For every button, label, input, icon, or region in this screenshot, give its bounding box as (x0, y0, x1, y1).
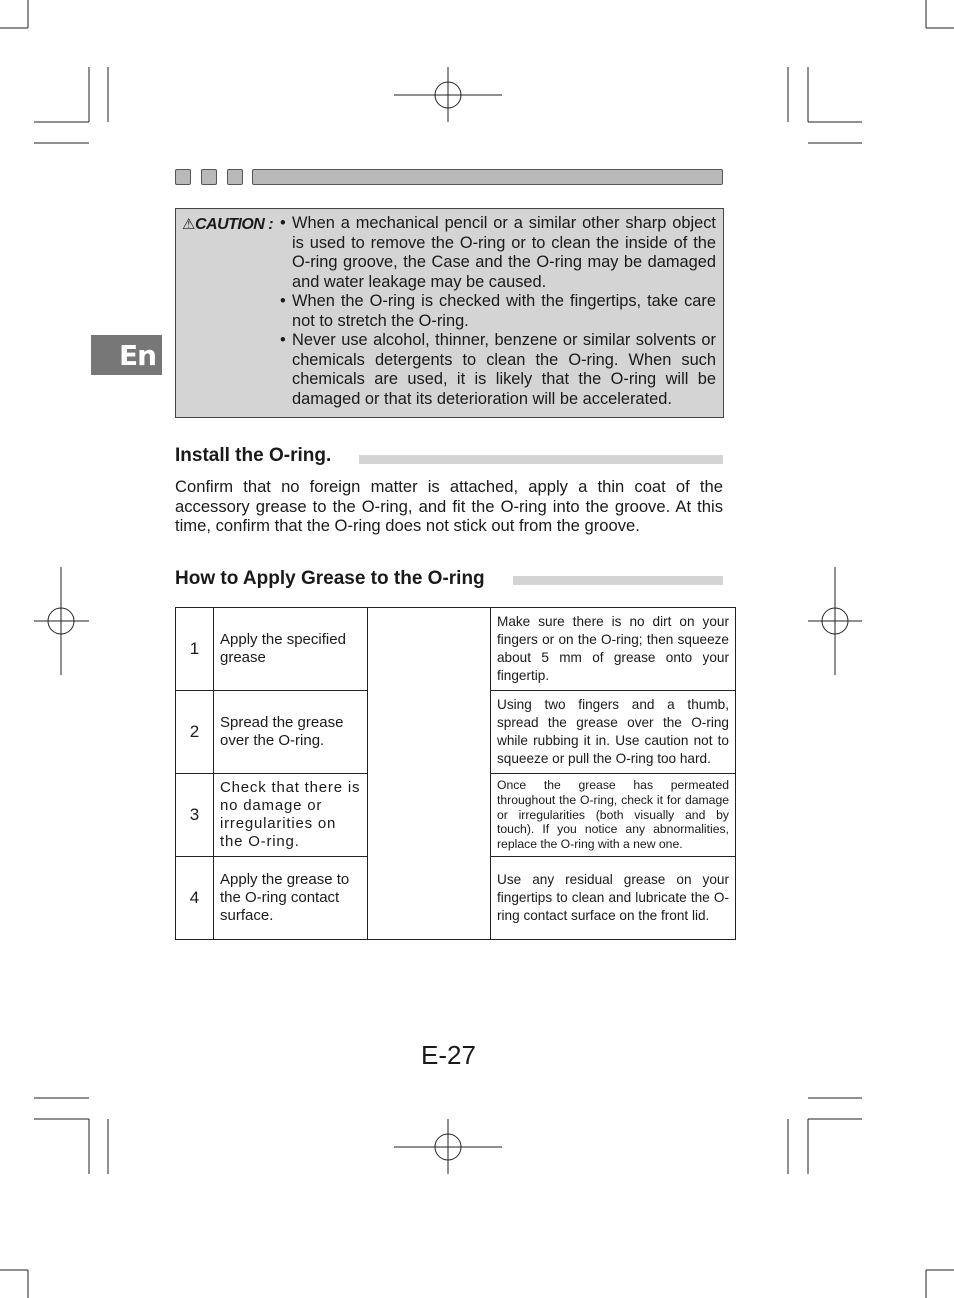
caution-colon: : (264, 216, 274, 233)
caution-item: • Never use alcohol, thinner, benzene or similar solvents or chemicals detergents to clean the O-ring. When such chemicals are used, it is likely that the O-ring will be damaged or that its deterioration will be accelerated. (280, 331, 716, 409)
caution-label (182, 215, 273, 234)
language-tab-label: En (118, 339, 156, 372)
grease-heading: How to Apply Grease to the O-ring (175, 568, 485, 589)
header-bar (252, 169, 723, 185)
step-label: Apply the specified grease (214, 608, 368, 691)
caution-item: • When a mechanical pencil or a similar other sharp object is used to remove the O-ring or to clean the inside of the O-ring groove, the Case and the O-ring may be damaged and water leakage may be caused. (280, 214, 716, 292)
caution-list (280, 214, 716, 409)
step-label: Spread the grease over the O-ring. (214, 691, 368, 774)
grease-heading-rule (513, 576, 723, 585)
step-number: 3 (176, 774, 214, 857)
illustration-area (368, 608, 491, 940)
table-row (176, 608, 736, 691)
page-number: E-27 (421, 1040, 476, 1070)
header-square-3 (227, 169, 243, 185)
step-description: Make sure there is no dirt on your fingers or on the O-ring; then squeeze about 5 mm of grease onto your fingertip. (491, 608, 736, 691)
header-square-2 (201, 169, 217, 185)
caution-item: • When the O-ring is checked with the fingertips, take care not to stretch the O-ring. (280, 292, 716, 331)
step-description: Once the grease has permeated throughout the O-ring, check it for damage or irregularities (both visually and by touch). If you notice any abnormalities, replace the O-ring with a new one. (491, 774, 736, 857)
step-label: Check that there is no damage or irregularities on the O-ring. (214, 774, 368, 857)
install-heading-rule (359, 455, 723, 464)
step-description: Using two fingers and a thumb, spread the grease over the O-ring while rubbing it in. Use caution not to squeeze or pull the O-ring too hard. (491, 691, 736, 774)
step-label: Apply the grease to the O-ring contact surface. (214, 857, 368, 940)
header-square-1 (175, 169, 191, 185)
step-description: Use any residual grease on your fingertips to clean and lubricate the O-ring contact surface on the front lid. (491, 857, 736, 940)
step-number: 2 (176, 691, 214, 774)
warning-triangle-icon: ⚠ (182, 216, 195, 233)
install-body: Confirm that no foreign matter is attached, apply a thin coat of the accessory grease to the O-ring, and fit the O-ring into the groove. At this time, confirm that the O-ring does not stick out from the groove. (175, 477, 723, 535)
caution-label-text: CAUTION (194, 216, 265, 233)
language-tab (91, 335, 162, 375)
step-number: 1 (176, 608, 214, 691)
grease-steps-table (175, 607, 736, 940)
install-heading: Install the O-ring. (175, 445, 332, 466)
caution-box (175, 208, 724, 418)
step-number: 4 (176, 857, 214, 940)
